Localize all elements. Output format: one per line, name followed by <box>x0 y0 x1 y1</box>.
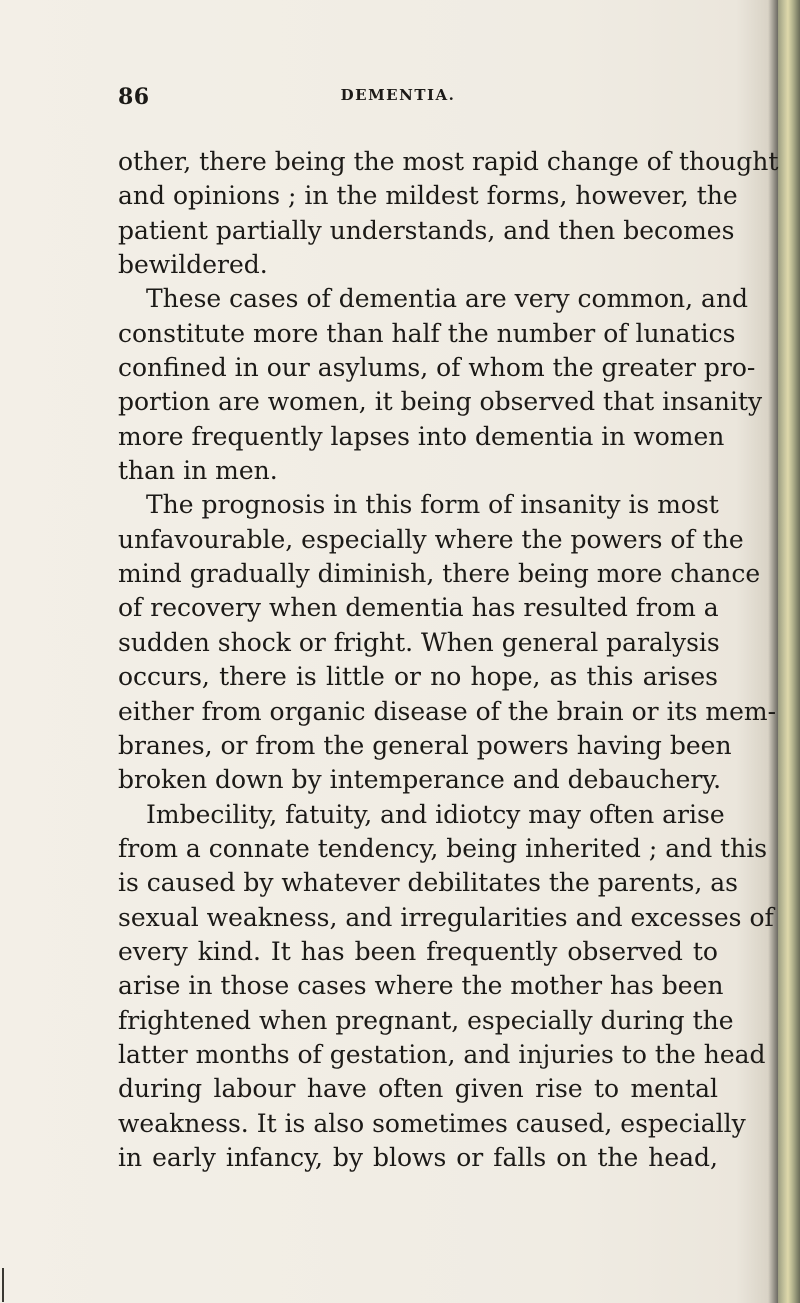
text-line: mind gradually diminish, there being more chance <box>118 559 761 589</box>
text-line: weakness. It is also sometimes caused, especially <box>118 1108 746 1138</box>
text-line: sexual weakness, and irregularities and excesses of <box>118 902 774 932</box>
text-line: The prognosis in this form of insanity is most <box>146 490 719 520</box>
text-line: is caused by whatever debilitates the parents, as <box>118 868 738 898</box>
text-line: These cases of dementia are very common, and <box>146 284 749 314</box>
text-line: patient partially understands, and then becomes <box>118 215 735 245</box>
text-line: of recovery when dementia has resulted from a <box>118 593 719 623</box>
running-title: DEMENTIA. <box>340 86 456 104</box>
body-text <box>118 145 779 1175</box>
text-line: arise in those cases where the mother has been <box>118 971 724 1001</box>
text-line: in early infancy, by blows or falls on the head, <box>118 1142 718 1172</box>
text-line: portion are women, it being observed that insanity <box>118 387 763 417</box>
text-line: than in men. <box>118 456 278 486</box>
text-line: either from organic disease of the brain or its mem- <box>118 696 777 726</box>
running-head <box>118 84 718 124</box>
text-line: bewildered. <box>118 250 268 280</box>
page-edge-shadow <box>778 0 800 1303</box>
text-line: every kind. It has been frequently observed to <box>118 936 718 966</box>
binding-mark <box>2 1268 4 1302</box>
text-line: constitute more than half the number of lunatics <box>118 318 736 348</box>
text-line: Imbecility, fatuity, and idiotcy may often arise <box>146 799 725 829</box>
text-line: unfavourable, especially where the powers of the <box>118 524 744 554</box>
page-number: 86 <box>118 84 150 110</box>
text-line: broken down by intemperance and debauchery. <box>118 765 722 795</box>
text-line: occurs, there is little or no hope, as this arises <box>118 662 718 692</box>
text-line: from a connate tendency, being inherited ; and this <box>118 833 768 863</box>
text-line: confined in our asylums, of whom the greater pro- <box>118 353 756 383</box>
text-line: frightened when pregnant, especially during the <box>118 1005 734 1035</box>
text-line: other, there being the most rapid change of thought <box>118 147 779 176</box>
text-line: more frequently lapses into dementia in women <box>118 421 725 451</box>
text-line: and opinions ; in the mildest forms, however, the <box>118 181 738 211</box>
text-line: sudden shock or fright. When general paralysis <box>118 627 720 657</box>
text-line: during labour have often given rise to mental <box>118 1074 718 1104</box>
text-line: branes, or from the general powers having been <box>118 730 732 760</box>
text-line: latter months of gestation, and injuries to the head <box>118 1039 766 1069</box>
